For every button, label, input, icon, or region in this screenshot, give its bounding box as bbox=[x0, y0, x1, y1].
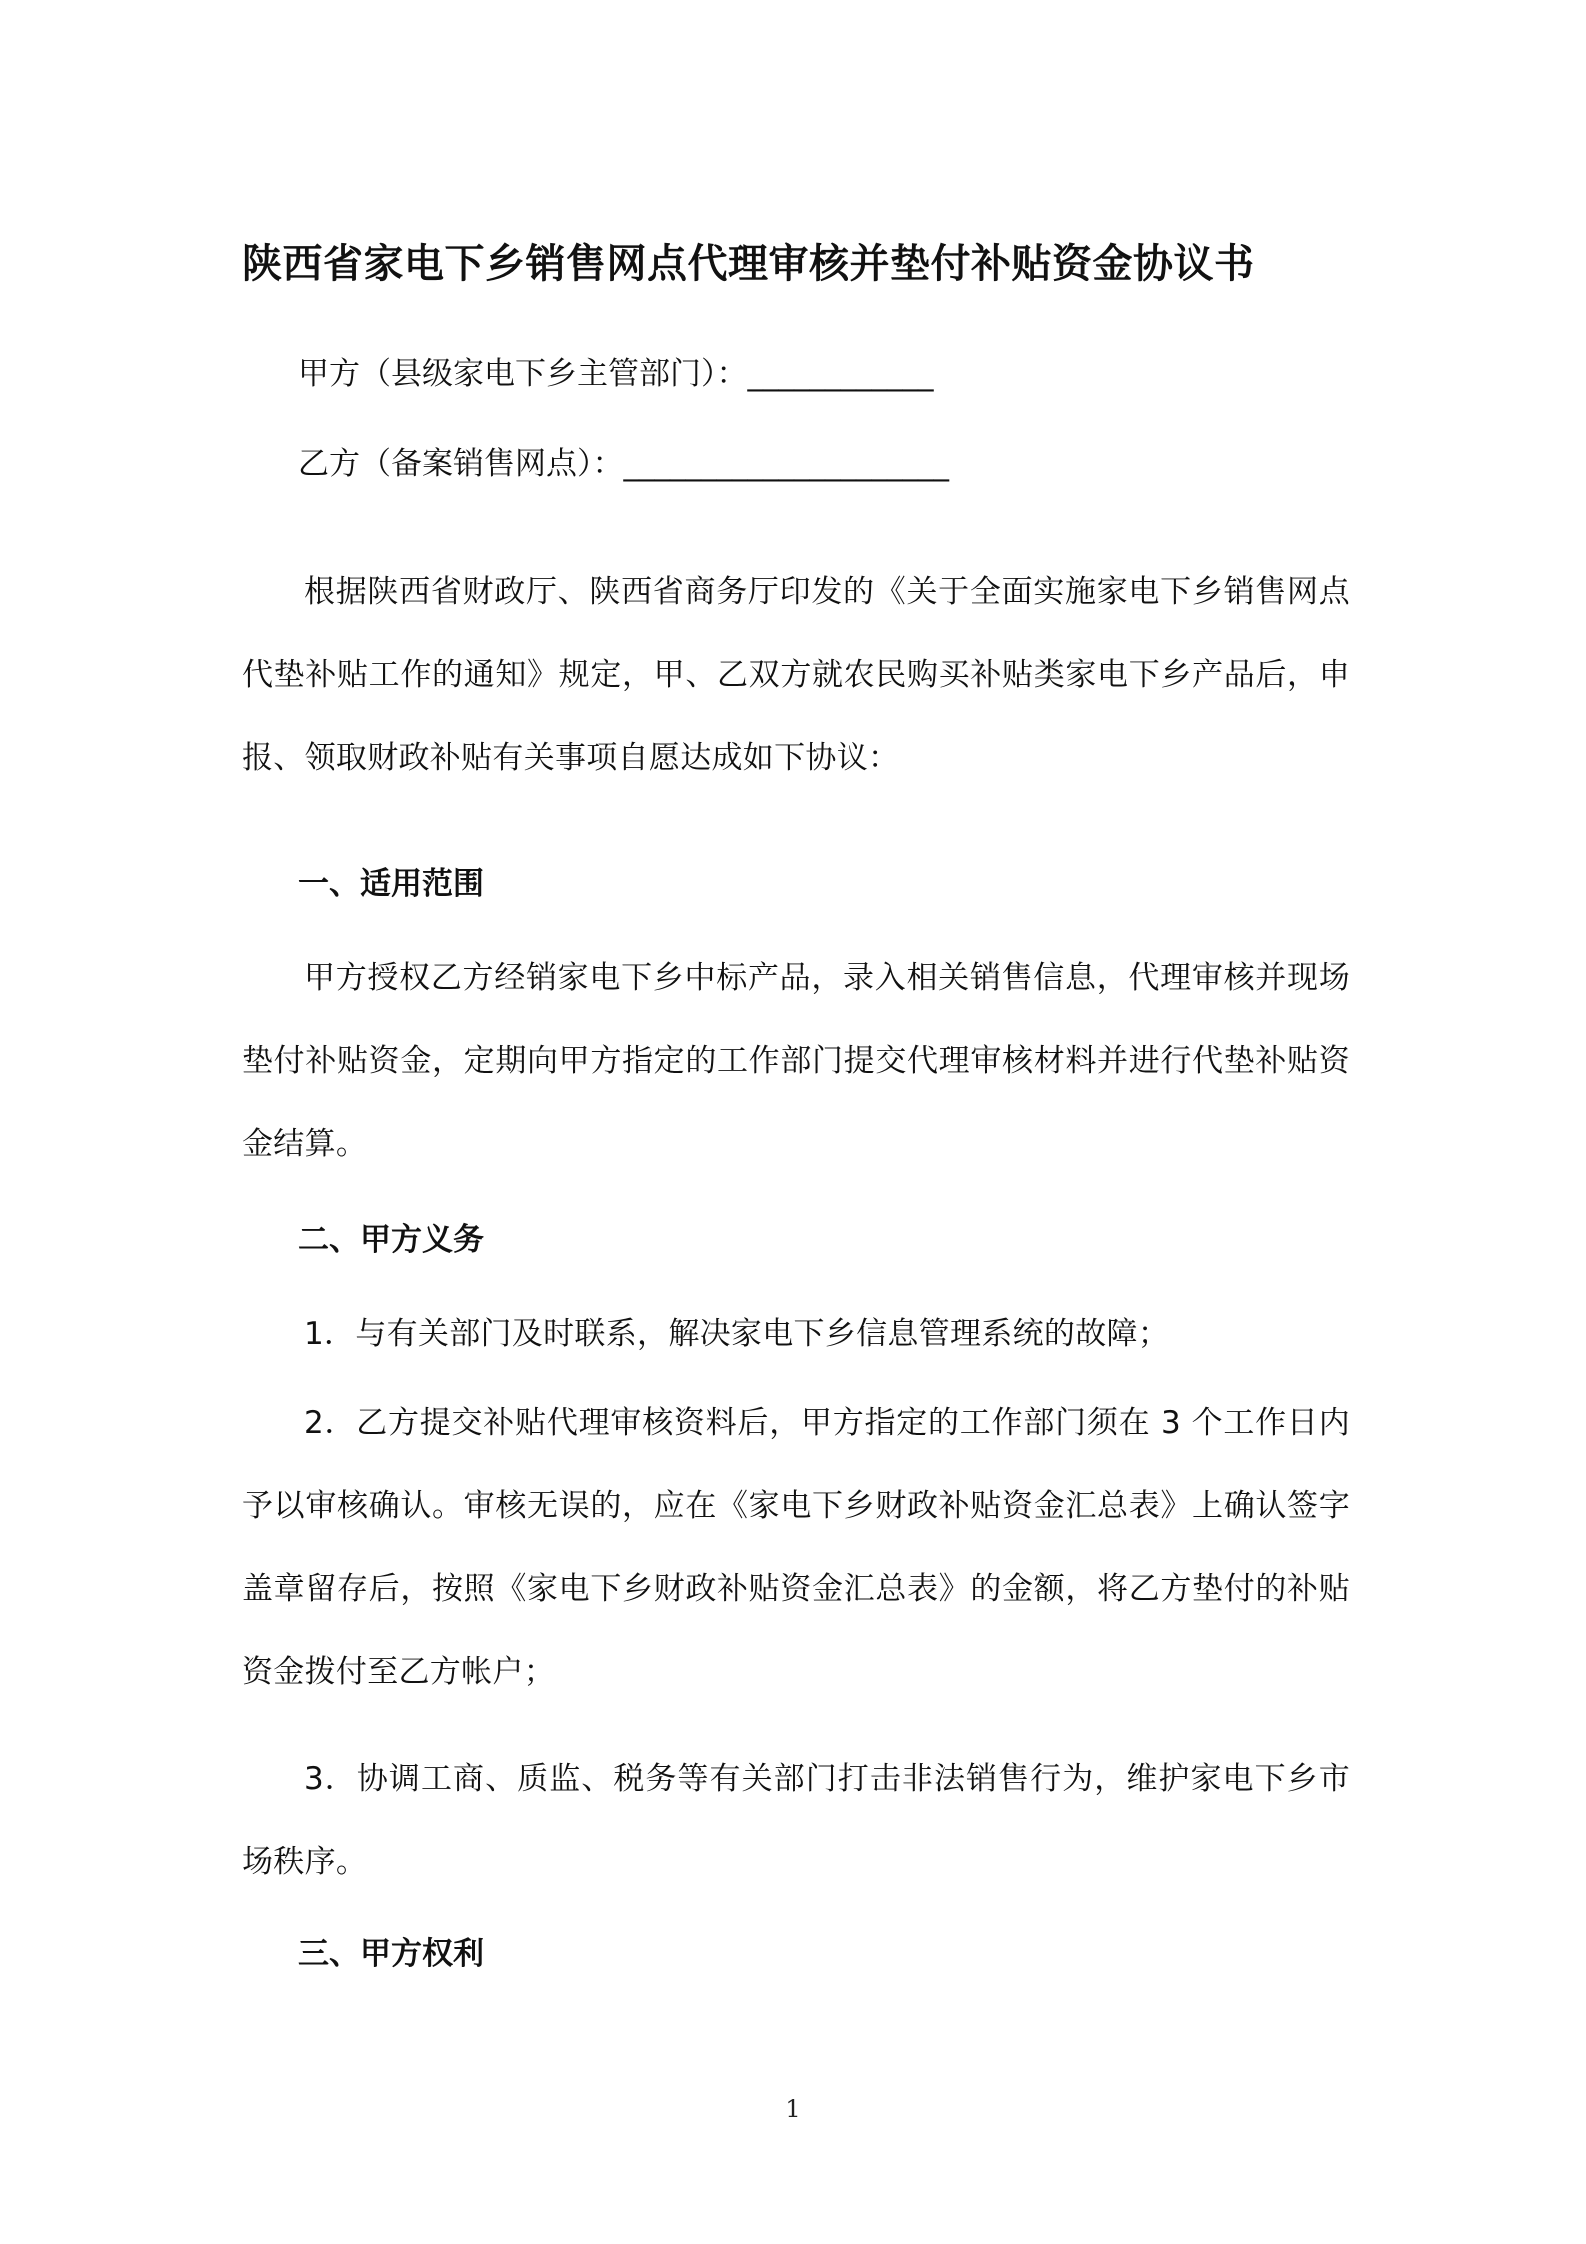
party-a-blank: ____________ bbox=[747, 356, 934, 392]
party-b-label: 乙方（备案销售网点）： bbox=[298, 446, 624, 482]
party-a-line bbox=[298, 352, 934, 396]
section-heading-1: 一、适用范围 bbox=[298, 866, 484, 902]
intro-paragraph: 根据陕西省财政厅、陕西省商务厅印发的《关于全面实施家电下乡销售网点代垫补贴工作的通知》规定，甲、乙双方就农民购买补贴类家电下乡产品后，申报、领取财政补贴有关事项自愿达成如下协议： bbox=[242, 574, 1350, 776]
section-2-paragraph-1: 1．与有关部门及时联系，解决家电下乡信息管理系统的故障； bbox=[304, 1316, 1170, 1352]
party-a-label: 甲方（县级家电下乡主管部门）： bbox=[298, 356, 748, 392]
section-2-paragraph-3: 3．协调工商、质监、税务等有关部门打击非法销售行为，维护家电下乡市场秩序。 bbox=[242, 1761, 1350, 1880]
page-number: 1 bbox=[785, 2095, 801, 2123]
section-heading-2: 二、甲方义务 bbox=[298, 1222, 484, 1258]
party-b-blank: _____________________ bbox=[623, 446, 949, 482]
party-b-line bbox=[298, 442, 949, 486]
document-title: 陕西省家电下乡销售网点代理审核并垫付补贴资金协议书 bbox=[242, 241, 1255, 287]
section-1-paragraph-1: 甲方授权乙方经销家电下乡中标产品，录入相关销售信息，代理审核并现场垫付补贴资金，定期向甲方指定的工作部门提交代理审核材料并进行代垫补贴资金结算。 bbox=[242, 960, 1350, 1162]
section-heading-3: 三、甲方权利 bbox=[298, 1936, 484, 1972]
section-2-paragraph-2: 2．乙方提交补贴代理审核资料后，甲方指定的工作部门须在 3 个工作日内予以审核确认。审核无误的，应在《家电下乡财政补贴资金汇总表》上确认签字盖章留存后，按照《家电下乡财政补贴资金汇总表》的金额，将乙方垫付的补贴资金拨付至乙方帐户； bbox=[242, 1405, 1350, 1690]
